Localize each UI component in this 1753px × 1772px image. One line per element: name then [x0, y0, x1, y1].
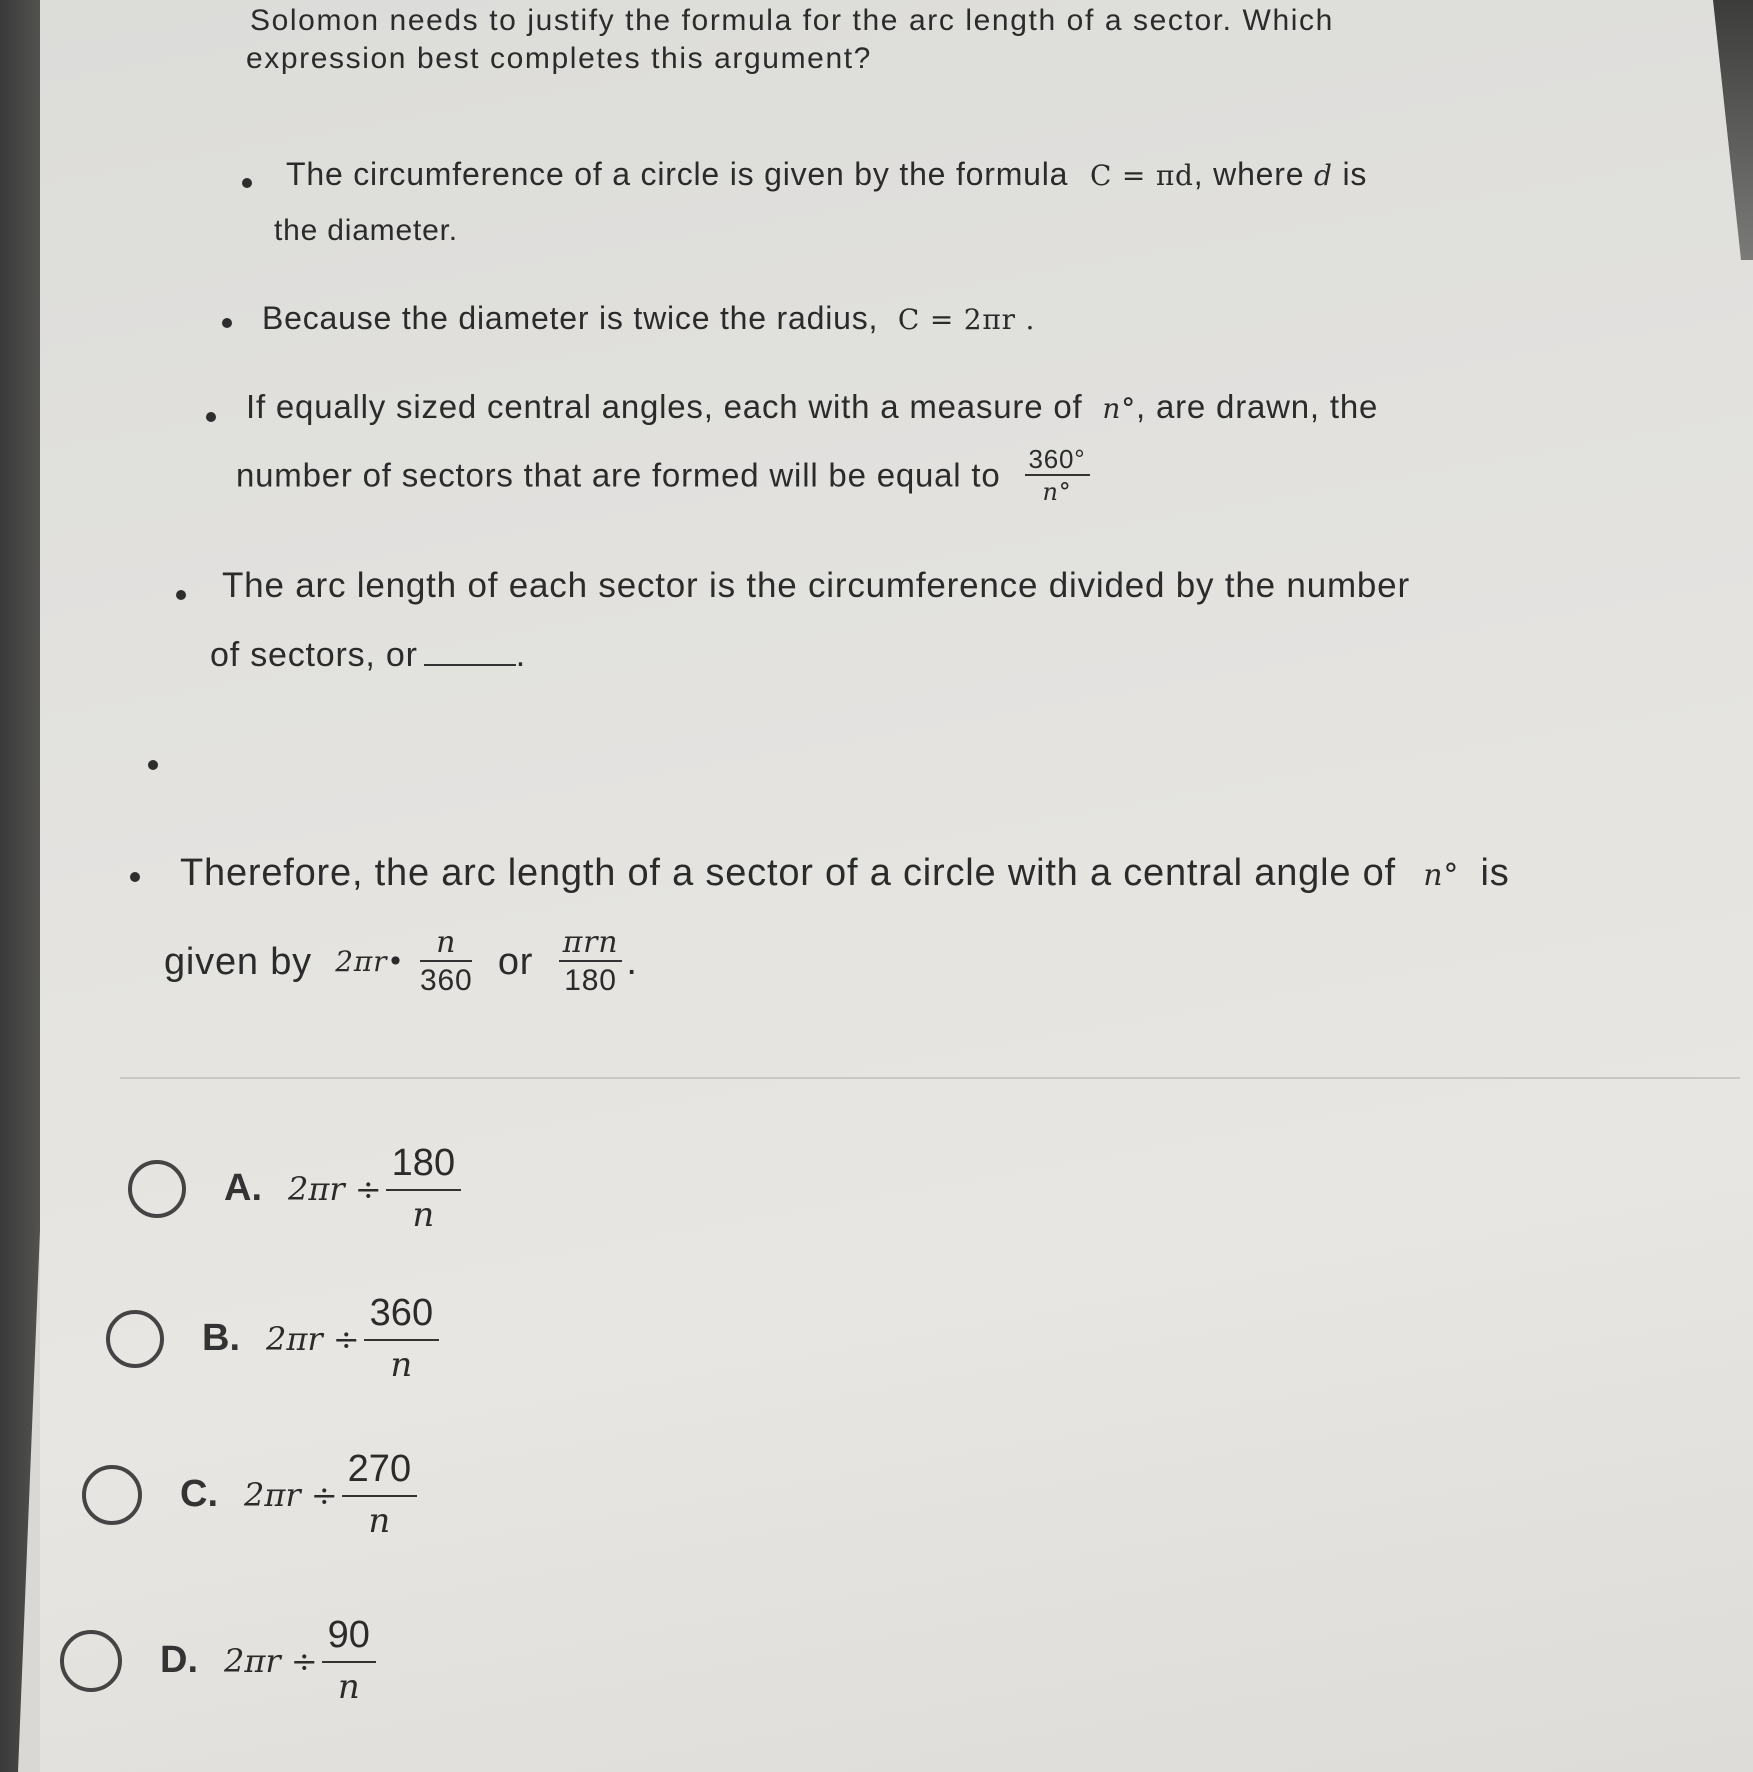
- bullet-dot: [222, 318, 232, 328]
- or-word: or: [497, 941, 534, 983]
- bullet-3-line-2-text: number of sectors that are formed will be equal to: [236, 456, 1001, 494]
- screen: [40, 0, 1753, 1772]
- fraction-denominator: 180: [564, 964, 617, 997]
- variable-d: d: [1314, 159, 1333, 192]
- fraction-numerator: 180: [386, 1142, 461, 1191]
- radio-c[interactable]: [82, 1465, 142, 1525]
- bullet-4-line-2-text: of sectors, or: [210, 636, 418, 674]
- choice-fraction: [386, 1142, 461, 1235]
- question-line-2: expression best completes this argument?: [246, 42, 872, 75]
- fraction-denominator: n: [337, 1667, 360, 1707]
- bullet-3-line-2: [236, 446, 1094, 504]
- radio-d[interactable]: [60, 1630, 122, 1692]
- question-line-1: Solomon needs to justify the formula for the arc length of a sector. Which: [250, 4, 1334, 37]
- bullet-1-line-2: the diameter.: [274, 214, 458, 247]
- bullet-1-line-1: [286, 158, 1367, 190]
- bullet-dot: [130, 872, 140, 882]
- circumference-formula: C = πd: [1089, 159, 1194, 192]
- choice-fraction: [342, 1448, 417, 1541]
- radio-b[interactable]: [106, 1310, 164, 1368]
- fraction-numerator: 360: [364, 1292, 439, 1341]
- bullet-6-line-2-text: given by: [164, 941, 312, 983]
- bullet-4-end: .: [515, 636, 526, 674]
- choice-expression: [224, 1614, 380, 1707]
- arc-fraction-1: [419, 925, 473, 997]
- expression-base: 2πr ÷: [266, 1319, 360, 1358]
- bullet-dot: [206, 412, 216, 422]
- expression-base: 2πr ÷: [244, 1475, 338, 1514]
- bullet-4-line-2: [210, 638, 526, 672]
- bullet-1-text: The circumference of a circle is given by the formula: [286, 156, 1069, 192]
- choice-letter: B.: [202, 1317, 240, 1359]
- fraction-numerator: 90: [322, 1614, 376, 1663]
- choice-fraction: [322, 1614, 376, 1707]
- fraction-numerator: 360°: [1025, 446, 1090, 476]
- choice-expression: [266, 1292, 443, 1385]
- expression-base: 2πr ÷: [224, 1641, 318, 1680]
- radio-a[interactable]: [128, 1160, 186, 1218]
- bullet-4-line-1: The arc length of each sector is the circumference divided by the number: [222, 566, 1410, 605]
- choice-expression: [288, 1142, 465, 1235]
- angle-n-degrees: n°: [1423, 858, 1460, 893]
- choice-letter: D.: [160, 1639, 198, 1681]
- bullet-6-end: .: [626, 941, 638, 983]
- choice-letter: C.: [180, 1473, 218, 1515]
- bullet-3-line-1: [246, 390, 1378, 423]
- bullet-2-text: Because the diameter is twice the radius,: [262, 300, 879, 336]
- fraction-denominator: n°: [1042, 478, 1072, 506]
- bullet-dot-empty: [148, 760, 158, 770]
- choice-fraction: [364, 1292, 439, 1385]
- bullet-6-after: is: [1480, 852, 1510, 894]
- bullet-6-line-1: [180, 854, 1510, 892]
- bullet-6-text: Therefore, the arc length of a sector of a circle with a central angle of: [180, 852, 1396, 894]
- angle-n-degrees: n°: [1102, 392, 1137, 425]
- fraction-denominator: 360: [419, 964, 473, 997]
- expression-base: 2πr ÷: [288, 1169, 382, 1208]
- bullet-6-line-2: [164, 925, 638, 997]
- choice-a[interactable]: [128, 1142, 465, 1235]
- choice-expression: [244, 1448, 421, 1541]
- choice-b[interactable]: [106, 1292, 443, 1385]
- circumference-radius-formula: C = 2πr .: [897, 303, 1036, 336]
- bullet-3-after: , are drawn, the: [1136, 388, 1379, 425]
- choice-d[interactable]: [60, 1614, 380, 1707]
- choice-letter: A.: [224, 1167, 262, 1209]
- fraction-denominator: n: [390, 1345, 413, 1385]
- sectors-fraction: [1025, 446, 1090, 504]
- choice-c[interactable]: [82, 1448, 421, 1541]
- bullet-1-after-2: is: [1342, 156, 1368, 192]
- fraction-denominator: n: [412, 1195, 435, 1235]
- fraction-numerator: n: [420, 928, 472, 962]
- fraction-numerator: 270: [342, 1448, 417, 1497]
- bullet-2: [262, 302, 1035, 334]
- answer-blank: [424, 640, 516, 666]
- bullet-1-after: , where: [1193, 156, 1305, 192]
- bullet-3-text: If equally sized central angles, each with a measure of: [246, 388, 1083, 425]
- fraction-denominator: n: [368, 1501, 391, 1541]
- arc-formula-part: 2πr•: [335, 945, 405, 978]
- bullet-dot: [242, 178, 252, 188]
- bullet-dot: [176, 590, 186, 600]
- section-divider: [120, 1077, 1740, 1079]
- arc-fraction-2: [559, 925, 623, 997]
- fraction-numerator: πrn: [559, 928, 623, 962]
